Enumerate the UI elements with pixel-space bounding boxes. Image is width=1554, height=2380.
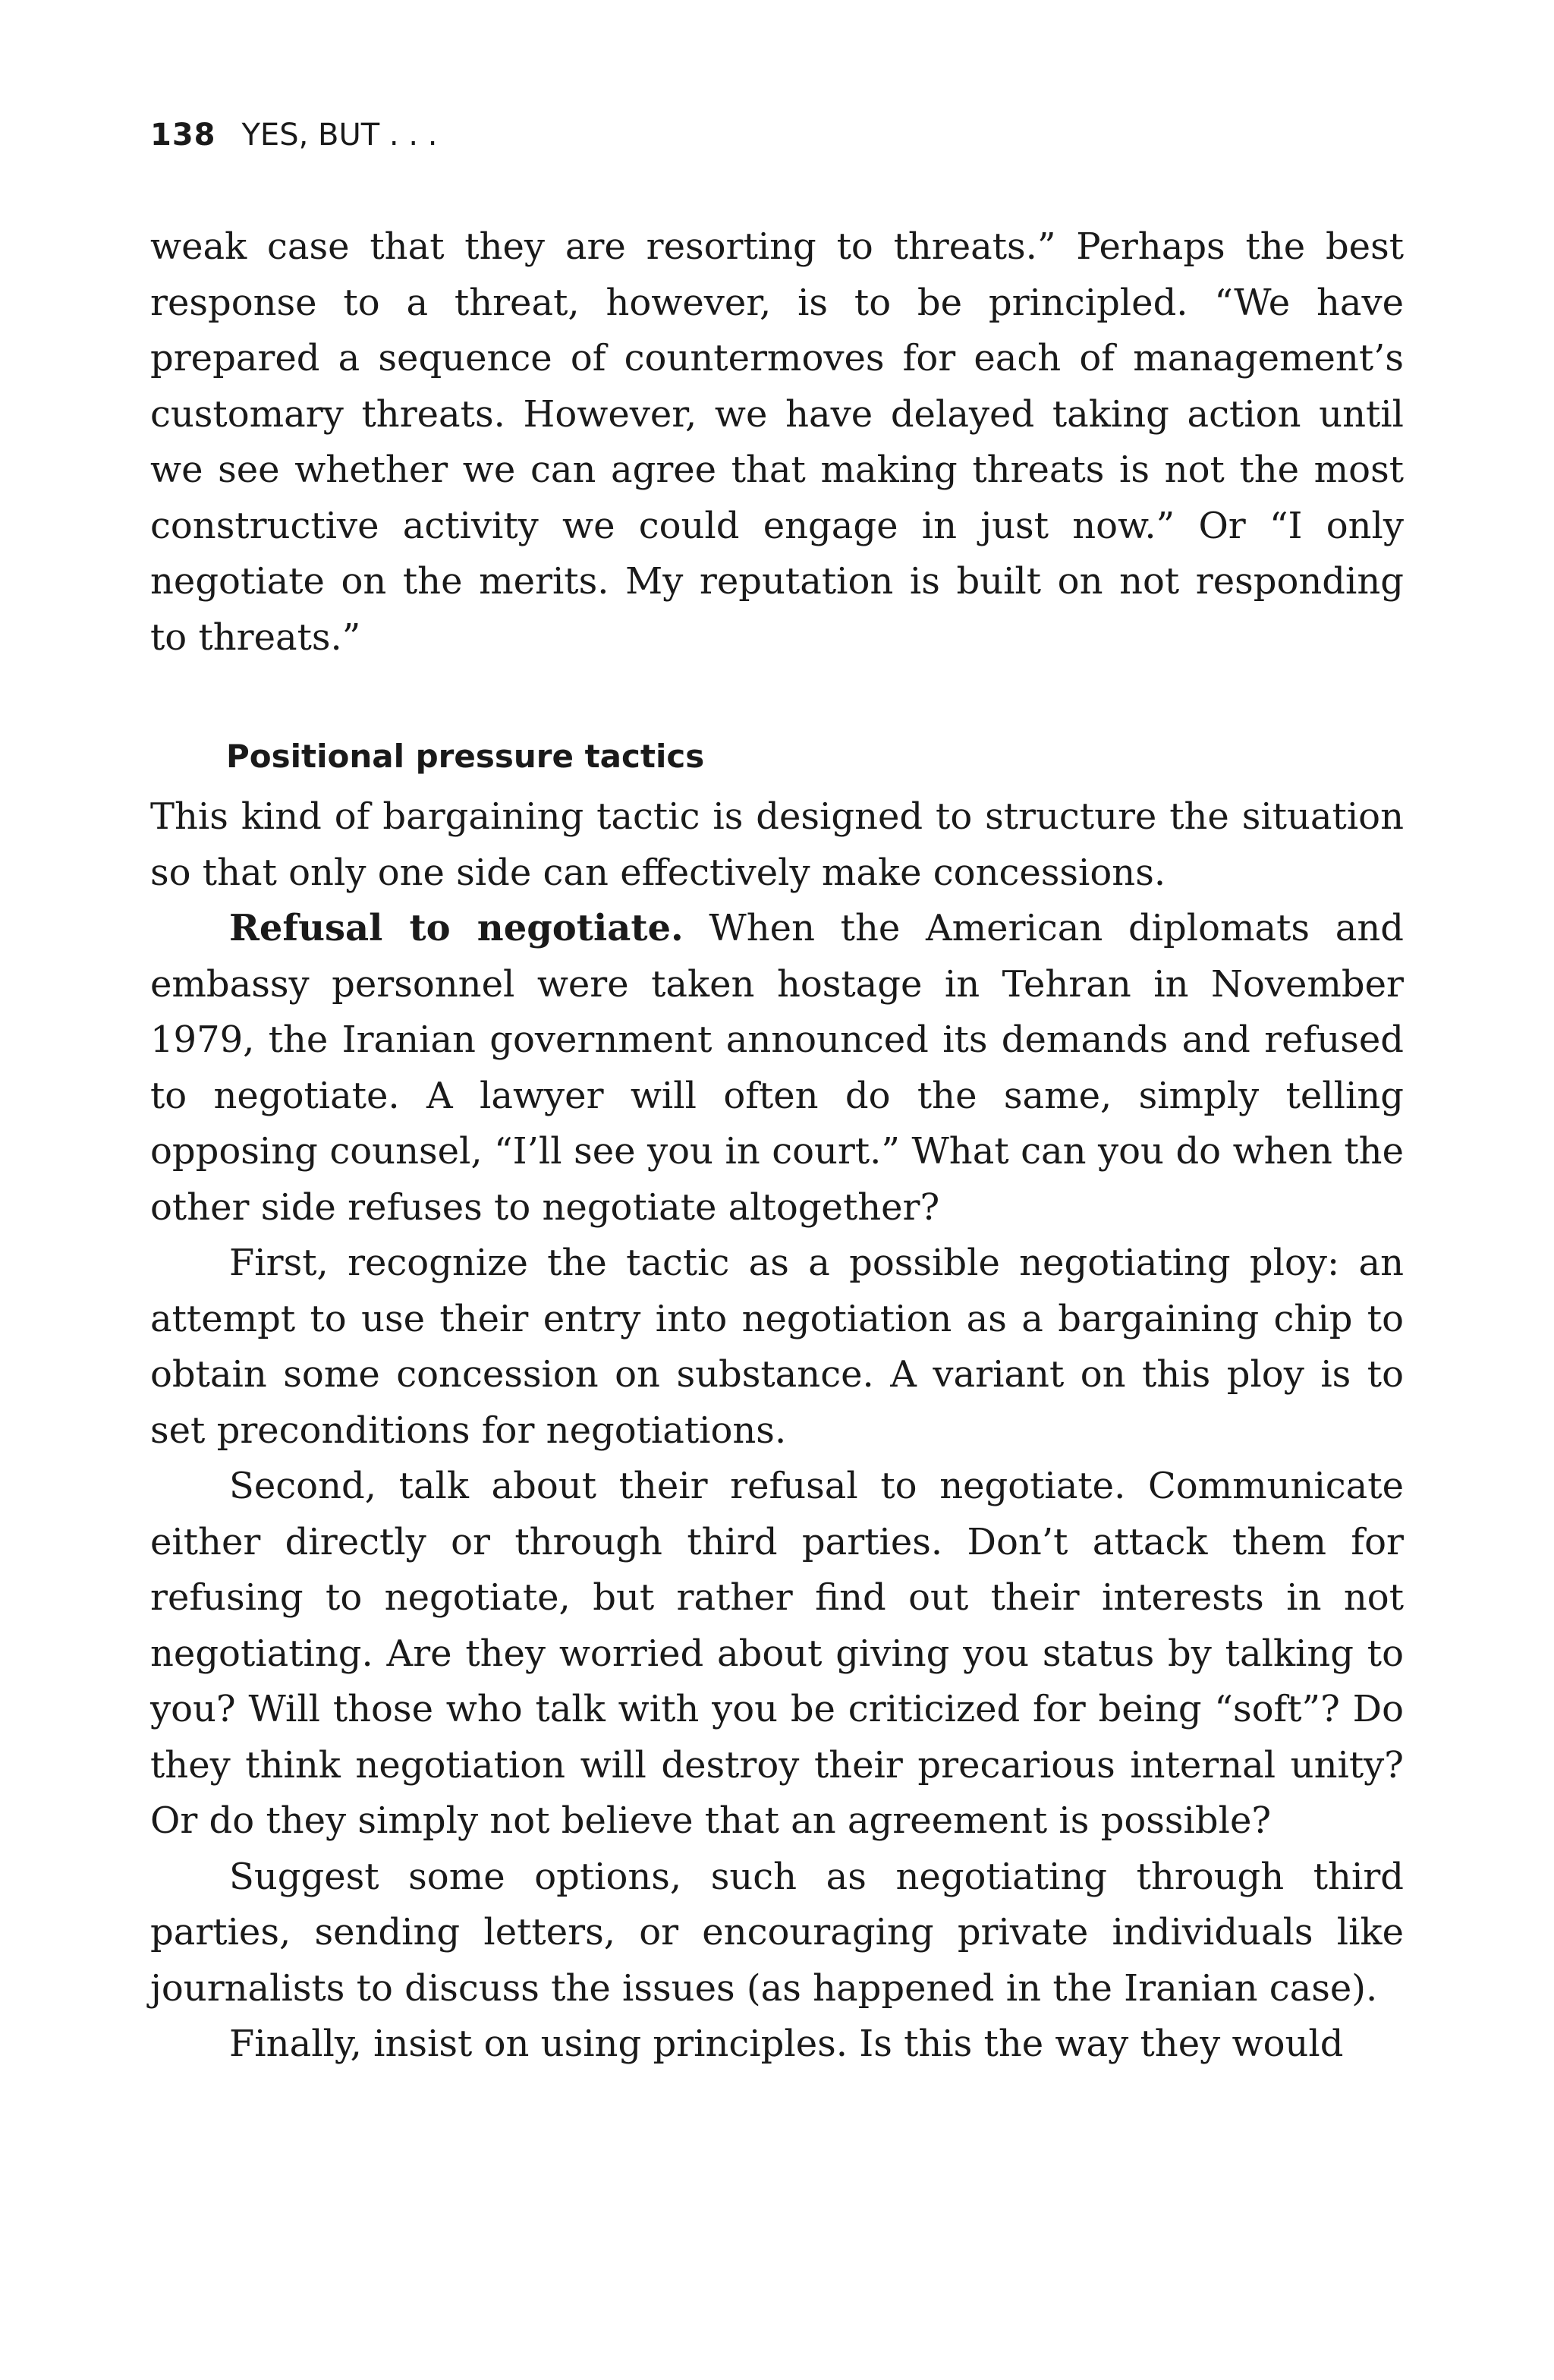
page-number: 138 [150, 118, 216, 153]
paragraph-refusal [150, 901, 1404, 1236]
run-in-heading: Refusal to negotiate. [229, 907, 684, 949]
paragraph-continuation: weak case that they are resorting to threats.” Perhaps the best response to a threat, however, is to be principled. “We have prepared a sequence of countermoves for each of management’s customary threats. However, we have delayed taking action until we see whether we can agree that making threats is not the most constructive activity we could engage in just now.” Or “I only negotiate on the merits. My reputation is built on not responding to threats.” [150, 225, 1404, 659]
text-block-top [150, 219, 1404, 666]
paragraph-intro: This kind of bargaining tactic is designed to structure the situation so that only one side can effectively make concessions. [150, 795, 1404, 894]
text-block-section [150, 789, 1404, 2073]
paragraph-finally: Finally, insist on using principles. Is this the way they would [229, 2023, 1344, 2065]
running-title: YES, BUT . . . [241, 118, 438, 153]
running-head [150, 114, 437, 156]
paragraph-second: Second, talk about their refusal to negotiate. Communicate either directly or through third parties. Don’t attack them for refusing to negotiate, but rather find out their interests in not negotiating. Are they worried about giving you status by talking to you? Will those who talk with you be criticized for being “soft”? Do they think negotiation will destroy their precarious internal unity? Or do they simply not believe that an agreement is possible? [150, 1465, 1404, 1842]
paragraph-first: First, recognize the tactic as a possible negotiating ploy: an attempt to use their entry into negotiation as a bargaining chip to obtain some concession on substance. A variant on this ploy is to set preconditions for negotiations. [150, 1242, 1404, 1452]
paragraph-options: Suggest some options, such as negotiating through third parties, sending letters, or encouraging private individuals like journalists to discuss the issues (as happened in the Iranian case). [150, 1855, 1404, 2010]
section-heading: Positional pressure tactics [226, 738, 705, 775]
paragraph-refusal-body: When the American diplomats and embassy personnel were taken hostage in Tehran in November 1979, the Iranian government announced its demands and refused to negotiate. A lawyer will often do the same, simply telling opposing counsel, “I’ll see you in court.” What can you do when the other side refuses to negotiate altogether? [150, 907, 1405, 1229]
